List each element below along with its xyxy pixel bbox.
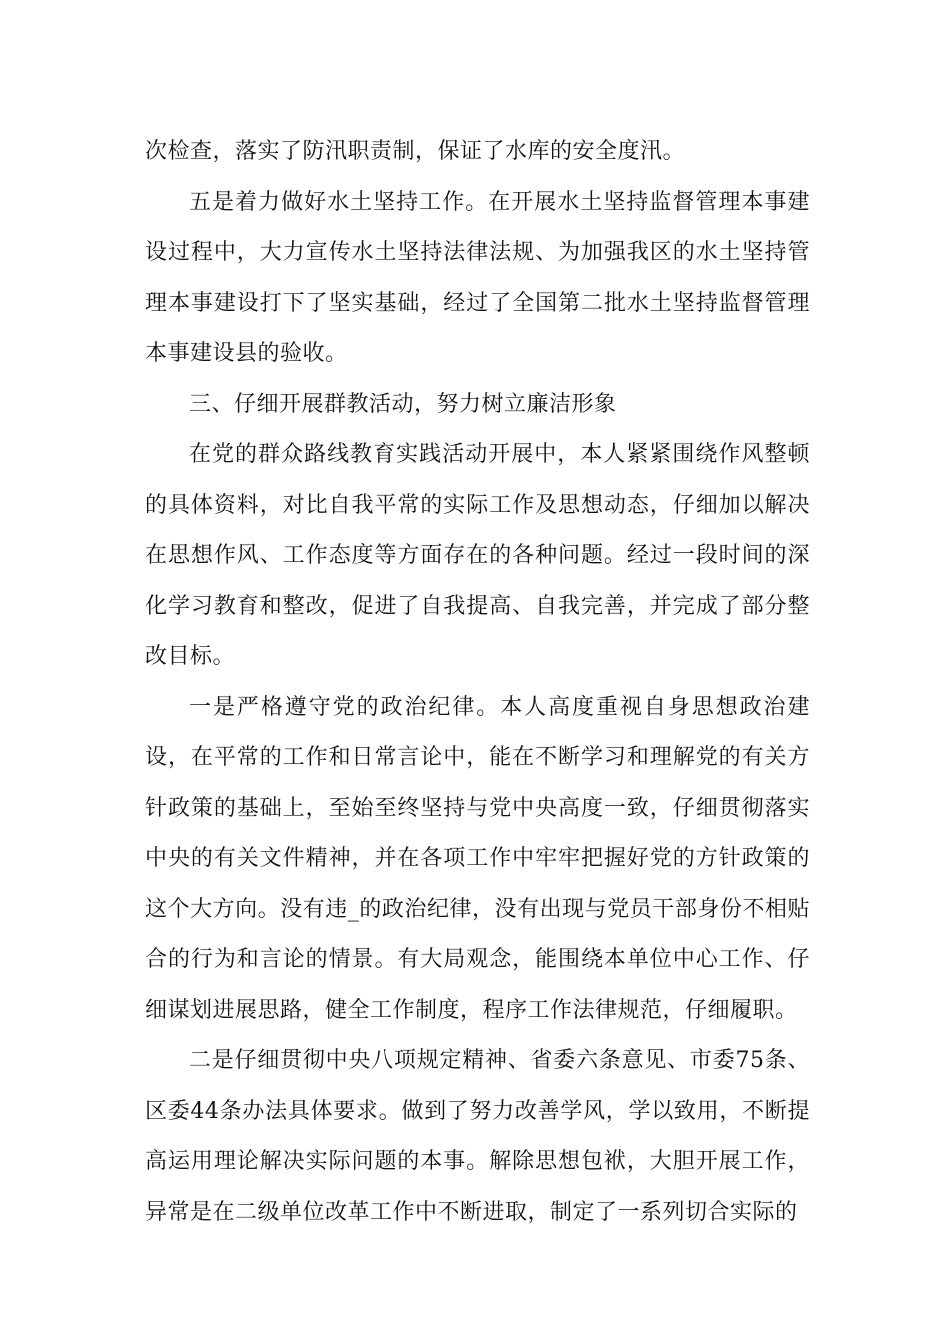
section-heading-three: 三、仔细开展群教活动，努力树立廉洁形象 bbox=[189, 391, 617, 417]
paragraph-soil-conservation: 五是着力做好水土坚持工作。在开展水土坚持监督管理本事建设过程中，大力宣传水土坚持法律法规、为加强我区的水土坚持管理本事建设打下了坚实基础，经过了全国第二批水土坚持监督管理本事建设县的验收。 bbox=[145, 189, 810, 366]
paragraph-continued: 次检查，落实了防汛职责制，保证了水库的安全度汛。 bbox=[145, 139, 686, 164]
paragraph-mass-line-education: 在党的群众路线教育实践活动开展中，本人紧紧围绕作风整顿的具体资料，对比自我平常的实际工作及思想动态，仔细加以解决在思想作风、工作态度等方面存在的各种问题。经过一段时间的深化学习教育和整改，促进了自我提高、自我完善，并完成了部分整改目标。 bbox=[145, 442, 810, 669]
paragraph-political-discipline: 一是严格遵守党的政治纪律。本人高度重视自身思想政治建设，在平常的工作和日常言论中，能在不断学习和理解党的有关方针政策的基础上，至始至终坚持与党中央高度一致，仔细贯彻落实中央的有关文件精神，并在各项工作中牢牢把握好党的方针政策的这个大方向。没有违_的政治纪律，没有出现与党员干部身份不相贴合的行为和言论的情景。有大局观念，能围绕本单位中心工作、仔细谋划进展思路，健全工作制度，程序工作法律规范，仔细履职。 bbox=[145, 694, 810, 1023]
document-body bbox=[145, 127, 810, 1238]
paragraph-eight-regulations: 二是仔细贯彻中央八项规定精神、省委六条意见、市委75条、区委44条办法具体要求。做到了努力改善学风，学以致用，不断提高运用理论解决实际问题的本事。解除思想包袱，大胆开展工作，异常是在二级单位改革工作中不断进取，制定了一系列切合实际的 bbox=[145, 1048, 810, 1225]
